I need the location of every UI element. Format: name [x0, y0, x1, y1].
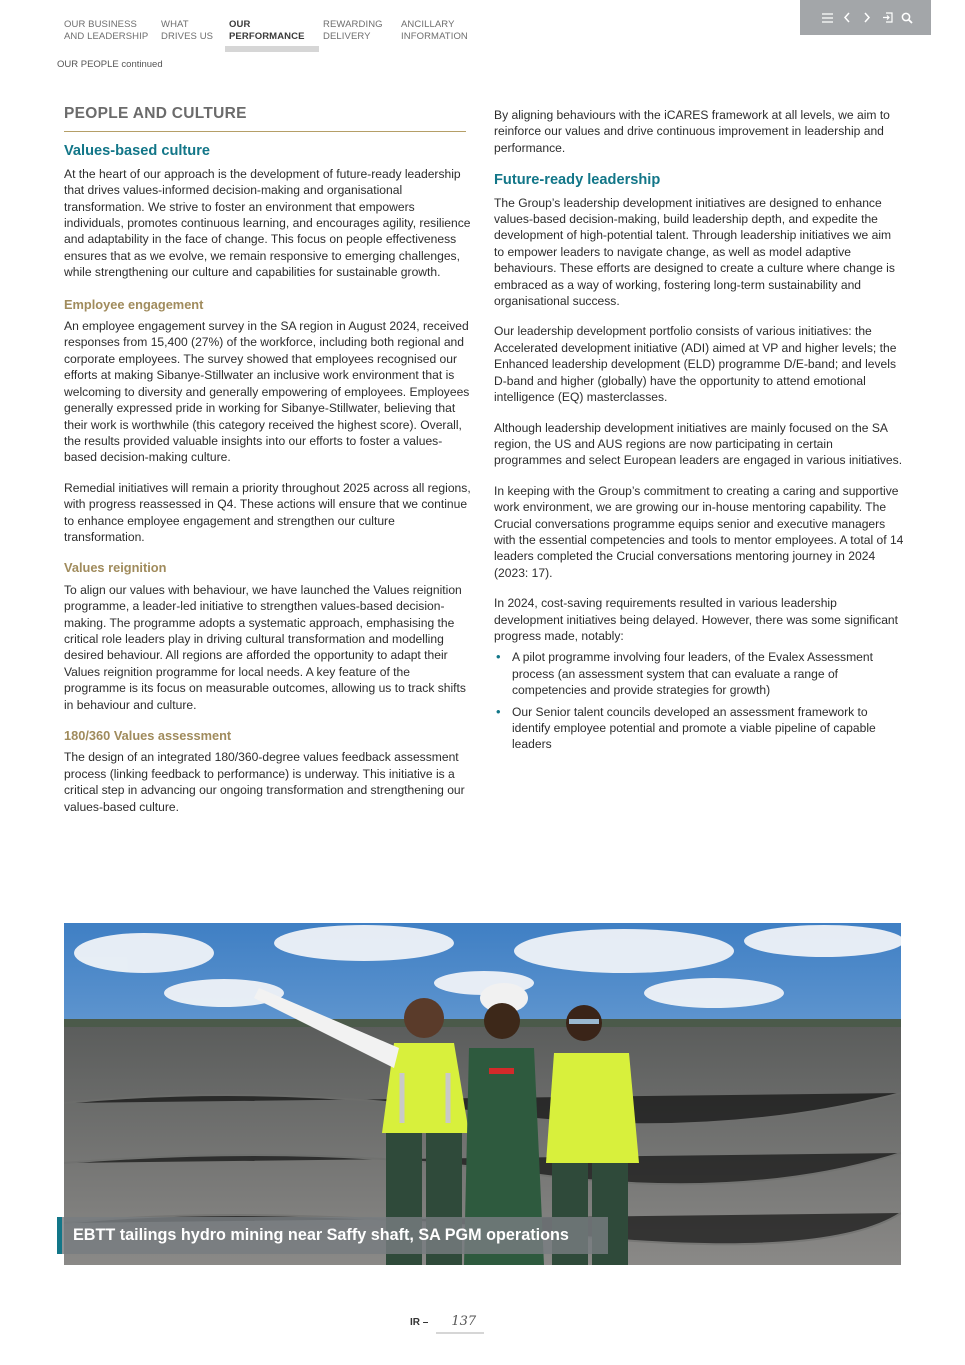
nav-label-line1: ANCILLARY	[401, 19, 455, 30]
heading-values-reignition: Values reignition	[64, 560, 167, 576]
nav-item-our-business[interactable]	[64, 19, 161, 47]
nav-label-line2: DRIVES US	[161, 31, 214, 42]
paragraph: Although leadership development initiatives are mainly focused on the SA region, the US and AUS regions are now participating in certain programmes and select European leaders are engaged in various initiatives.	[494, 420, 903, 468]
heading-values-assessment: 180/360 Values assessment	[64, 728, 232, 743]
paragraph: The Group’s leadership development initiatives are designed to enhance values-based decision-making, build leadership depth, and expedite the development of high-potential talent. Through leadership initiatives we aim to empower leaders to navigate change, as well as model adaptive behaviours. These efforts are designed to create a culture where change is embraced as a way of working, fostering long-term sustainability and organisational success.	[494, 195, 895, 309]
bullet-list	[494, 649, 904, 752]
nav-label-line1: REWARDING	[323, 19, 383, 30]
search-icon[interactable]	[901, 12, 913, 24]
viewer-toolbar	[800, 0, 931, 35]
top-navigation	[64, 19, 481, 47]
paragraph: In 2024, cost-saving requirements resulted in various leadership development initiatives being delayed. However, there was some significant progress made, notably:	[494, 596, 899, 643]
breadcrumb: OUR PEOPLE continued	[57, 59, 163, 70]
nav-item-our-performance[interactable]	[229, 19, 323, 47]
nav-active-indicator	[225, 46, 319, 52]
page-footer	[410, 1314, 484, 1334]
bullet-icon: •	[496, 649, 501, 665]
paragraph: The design of an integrated 180/360-degree values feedback assessment process (linking feedback to performance) is underway. This initiative is a critical step in advancing our ongoing transformation and strengthening our values-based culture.	[64, 750, 465, 814]
footer-label: IR –	[410, 1317, 429, 1328]
nav-label-line2: PERFORMANCE	[229, 31, 305, 42]
paragraph: An employee engagement survey in the SA region in August 2024, received responses from 15,400 (27%) of the workforce, including both regional and corporate employees. The survey showed that employees recognised our efforts at making Sibanye-Stillwater an inclusive work environment that is welcoming to diversity and generally empowering of employees. Employees generally expressed pride in working for Sibanye-Stillwater, believing that their work is worthwhile (this category received the highest score). Overall, the results provided valuable insights into our efforts to foster a values-based decision-making culture.	[64, 319, 470, 465]
page-number: 137	[436, 1314, 484, 1334]
nav-label-line2: DELIVERY	[323, 31, 371, 42]
paragraph: Our leadership development portfolio consists of various initiatives: the Accelerated development initiative (ADI) aimed at VP and higher levels; the Enhanced leadership development (ELD) programme D/E-band; and levels D-band and higher (globally) have the opportunity to attend emotional intelligence (EQ) masterclasses.	[494, 324, 897, 405]
paragraph: By aligning behaviours with the iCARES framework at all levels, we aim to reinforce our values and drive continuous improvement in leadership and performance.	[494, 108, 890, 155]
chevron-left-icon[interactable]	[841, 12, 853, 24]
list-item-text: Our Senior talent councils developed an assessment framework to identify employee potential and promote a viable pipeline of capable leaders	[512, 704, 876, 752]
exit-icon[interactable]	[881, 12, 893, 24]
chevron-right-icon[interactable]	[861, 12, 873, 24]
nav-item-what-drives-us[interactable]	[161, 19, 229, 47]
list-item-text: A pilot programme involving four leaders, of the Evalex Assessment process (an assessment system that can evaluate a range of competencies and provide strategies for growth)	[512, 650, 873, 698]
bullet-icon: •	[496, 703, 501, 719]
photo-illustration	[64, 923, 901, 1265]
list-item	[494, 649, 904, 698]
section-title: PEOPLE AND CULTURE	[64, 106, 466, 132]
nav-label-line1: OUR	[229, 19, 251, 30]
nav-item-rewarding-delivery[interactable]	[323, 19, 401, 47]
paragraph: At the heart of our approach is the development of future-ready leadership that drives values-informed decision-making and organisational transformation. We strive to foster an environment that empowers individuals, promotes continuous learning, and encourages agility, resilience and adaptability in the face of change. This focus on people effectiveness ensures that as we evolve, we remain responsive to emerging challenges, while strengthening our culture and capabilities for sustainable growth.	[64, 166, 471, 280]
paragraph: To align our values with behaviour, we have launched the Values reignition programme, a leader-led initiative to strengthen values-based decision-making. The programme adopts a systematic approach, emphasising the critical role leaders play in driving cultural transformation and modelling desired behaviour. All regions are afforded the opportunity to adapt their Values reignition programme for local needs. A key feature of the programme is its focus on measurable outcomes, allowing us to track shifts in behaviour and culture.	[64, 582, 466, 712]
right-column	[494, 107, 904, 758]
nav-label-line2: AND LEADERSHIP	[64, 31, 149, 42]
paragraph: In keeping with the Group’s commitment to creating a caring and supportive work environment, we are growing our in-house mentoring capability. The Crucial conversations programme equips senior and executive managers with the essential competencies and tools to mentor employees. A total of 14 leaders completed the Crucial conversations mentoring journey in 2024 (2023: 17).	[494, 483, 904, 580]
left-column	[64, 106, 472, 829]
paragraph: Remedial initiatives will remain a priority throughout 2025 across all regions, with progress reassessed in Q4. These actions will ensure that we continue to enhance employee engagement and strengthen our culture transformation.	[64, 480, 471, 544]
menu-icon[interactable]	[821, 12, 833, 24]
heading-values-based-culture: Values-based culture	[64, 143, 210, 160]
nav-label-line2: INFORMATION	[401, 31, 468, 42]
heading-employee-engagement: Employee engagement	[64, 296, 204, 312]
heading-future-ready-leadership: Future-ready leadership	[494, 172, 661, 189]
nav-label-line1: OUR BUSINESS	[64, 19, 137, 30]
nav-label-line1: WHAT	[161, 19, 189, 30]
list-item	[494, 704, 904, 753]
photo-tailings-site	[64, 923, 901, 1265]
nav-item-ancillary-information[interactable]	[401, 19, 481, 47]
photo-caption: EBTT tailings hydro mining near Saffy shaft, SA PGM operations	[57, 1217, 608, 1254]
